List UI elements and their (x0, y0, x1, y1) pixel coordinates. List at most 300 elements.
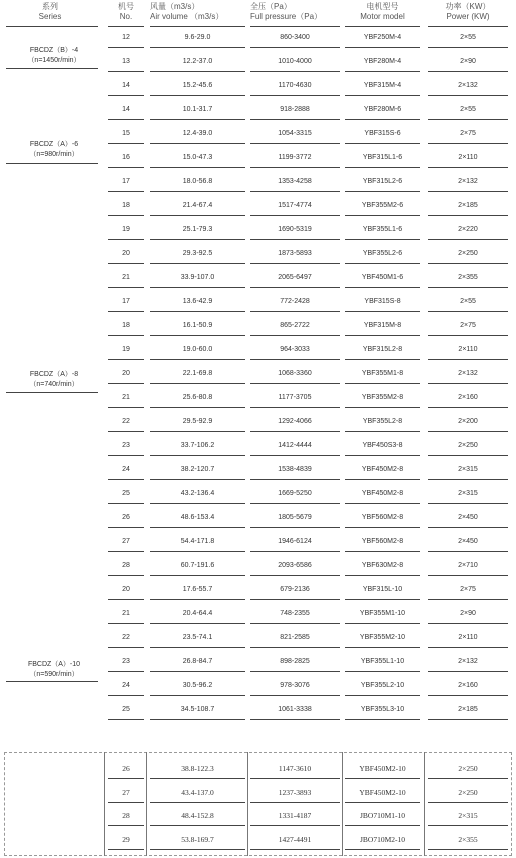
cell-no: 25 (122, 706, 130, 713)
row-rule (150, 527, 245, 528)
row-rule (150, 551, 245, 552)
row-rule (108, 95, 144, 96)
cell-press: 1353-4258 (278, 178, 312, 185)
row-rule (250, 191, 340, 192)
header-air-cn: 风量（m3/s） (150, 2, 200, 11)
cell-air: 15.0-47.3 (182, 154, 213, 161)
cell-no: 21 (122, 610, 130, 617)
cell-power: 2×450 (458, 514, 478, 521)
row-rule (428, 479, 508, 480)
row-rule (250, 71, 340, 72)
group-name: FBCDZ（A）-10 (27, 661, 81, 668)
cell-no: 21 (122, 274, 130, 281)
cell-no: 14 (122, 106, 130, 113)
row-rule (428, 455, 508, 456)
header-rule-pressure (250, 26, 340, 27)
row-rule (108, 167, 144, 168)
cell-press: 1177-3705 (278, 394, 312, 401)
cell-power: 2×185 (458, 202, 478, 209)
cell-power: 2×250 (458, 764, 478, 773)
cell-no: 20 (122, 250, 130, 257)
row-rule (150, 503, 245, 504)
group-name: FBCDZ（A）-6 (29, 141, 79, 148)
row-rule (345, 575, 420, 576)
cell-no: 28 (122, 811, 130, 820)
row-rule (345, 335, 420, 336)
row-rule (345, 383, 420, 384)
row-rule (345, 849, 420, 850)
cell-press: 821-2585 (280, 634, 310, 641)
cell-power: 2×132 (458, 370, 478, 377)
cell-power: 2×315 (458, 490, 478, 497)
row-rule (108, 671, 144, 672)
cell-power: 2×132 (458, 82, 478, 89)
cell-power: 2×160 (458, 394, 478, 401)
cell-air: 15.2-45.6 (182, 82, 213, 89)
cell-motor: YBF450M2-8 (361, 490, 404, 497)
row-rule (428, 47, 508, 48)
cell-press: 918-2888 (280, 106, 310, 113)
row-rule (108, 47, 144, 48)
cell-press: 1054-3315 (278, 130, 312, 137)
cell-motor: YBF250M-4 (363, 34, 402, 41)
cell-power: 2×55 (460, 106, 476, 113)
column-divider (424, 752, 425, 856)
row-rule (150, 671, 245, 672)
row-rule (345, 802, 420, 803)
row-rule (345, 825, 420, 826)
row-rule (108, 455, 144, 456)
header-no (108, 2, 144, 22)
group-label (10, 46, 98, 66)
cell-air: 29.3-92.5 (182, 250, 213, 257)
row-rule (428, 71, 508, 72)
row-rule (150, 287, 245, 288)
row-rule (428, 802, 508, 803)
row-rule (250, 695, 340, 696)
row-rule (250, 802, 340, 803)
cell-no: 29 (122, 834, 130, 844)
header-no-en: No. (119, 12, 133, 21)
cell-no: 19 (122, 346, 130, 353)
row-rule (345, 695, 420, 696)
row-rule (150, 215, 245, 216)
cell-no: 23 (122, 442, 130, 449)
cell-air: 20.4-64.4 (182, 610, 213, 617)
row-rule (428, 575, 508, 576)
row-rule (150, 335, 245, 336)
row-rule (250, 47, 340, 48)
row-rule (345, 503, 420, 504)
group-rule (6, 163, 98, 164)
row-rule (250, 479, 340, 480)
cell-press: 2065-6497 (278, 274, 312, 281)
cell-air: 43.2-136.4 (180, 490, 215, 497)
cell-press: 1412-4444 (278, 442, 312, 449)
row-rule (150, 47, 245, 48)
row-rule (250, 287, 340, 288)
cell-no: 15 (122, 130, 130, 137)
header-motor (345, 2, 420, 22)
group-speed: （n=1450r/min） (27, 57, 81, 64)
cell-no: 25 (122, 490, 130, 497)
row-rule (150, 119, 245, 120)
cell-air: 19.0-60.0 (182, 346, 213, 353)
row-rule (250, 95, 340, 96)
cell-motor: YBF315S-8 (364, 298, 401, 305)
header-pressure-en: Full pressure（Pa） (250, 12, 323, 21)
cell-no: 13 (122, 58, 130, 65)
cell-air: 54.4-171.8 (180, 538, 215, 545)
cell-press: 1805-5679 (278, 514, 312, 521)
cell-air: 18.0-56.8 (182, 178, 213, 185)
cell-motor: YBF315S-6 (364, 130, 401, 137)
cell-press: 1237-3893 (278, 787, 312, 797)
row-rule (345, 191, 420, 192)
cell-power: 2×110 (458, 634, 478, 641)
row-rule (108, 71, 144, 72)
row-rule (250, 647, 340, 648)
cell-press: 772-2428 (280, 298, 310, 305)
cell-motor: JBO710M2-10 (359, 834, 405, 844)
cell-press: 1427-4491 (278, 834, 312, 844)
row-rule (250, 335, 340, 336)
row-rule (345, 119, 420, 120)
row-rule (250, 778, 340, 779)
cell-power: 2×55 (460, 298, 476, 305)
row-rule (108, 719, 144, 720)
row-rule (150, 599, 245, 600)
row-rule (428, 671, 508, 672)
row-rule (345, 407, 420, 408)
cell-motor: YBF450M2-10 (359, 787, 406, 797)
row-rule (428, 215, 508, 216)
row-rule (345, 167, 420, 168)
cell-no: 22 (122, 634, 130, 641)
cell-power: 2×110 (458, 154, 478, 161)
row-rule (250, 671, 340, 672)
row-rule (150, 623, 245, 624)
cell-no: 23 (122, 658, 130, 665)
row-rule (108, 215, 144, 216)
cell-power: 2×90 (460, 58, 476, 65)
row-rule (250, 455, 340, 456)
row-rule (150, 647, 245, 648)
row-rule (345, 215, 420, 216)
header-series-cn: 系列 (42, 2, 58, 11)
row-rule (428, 849, 508, 850)
group-speed: （n=590r/min） (29, 671, 79, 678)
header-motor-en: Motor model (360, 12, 405, 21)
cell-motor: YBF315L2-6 (362, 178, 403, 185)
header-air-en: Air volume （m3/s） (150, 12, 224, 21)
row-rule (428, 95, 508, 96)
row-rule (428, 383, 508, 384)
cell-power: 2×110 (458, 346, 478, 353)
header-power (428, 2, 508, 22)
row-rule (250, 503, 340, 504)
header-no-cn: 机号 (118, 2, 134, 11)
cell-air: 25.6-80.8 (182, 394, 213, 401)
group-rule (6, 392, 98, 393)
row-rule (250, 623, 340, 624)
row-rule (108, 431, 144, 432)
cell-press: 1669-5250 (278, 490, 312, 497)
cell-power: 2×90 (460, 610, 476, 617)
row-rule (250, 263, 340, 264)
row-rule (250, 431, 340, 432)
row-rule (108, 119, 144, 120)
row-rule (428, 311, 508, 312)
cell-motor: YBF560M2-8 (361, 538, 404, 545)
row-rule (108, 407, 144, 408)
cell-power: 2×315 (458, 811, 478, 820)
cell-air: 53.8-169.7 (181, 834, 214, 844)
cell-power: 2×200 (458, 418, 478, 425)
row-rule (428, 719, 508, 720)
cell-air: 9.6-29.0 (184, 34, 211, 41)
row-rule (150, 239, 245, 240)
row-rule (345, 623, 420, 624)
row-rule (428, 503, 508, 504)
group-rule (6, 681, 98, 682)
cell-no: 14 (122, 82, 130, 89)
cell-press: 1331-4187 (278, 811, 312, 820)
cell-press: 898-2825 (280, 658, 310, 665)
cell-air: 33.7-106.2 (180, 442, 215, 449)
column-divider (146, 752, 147, 856)
cell-no: 20 (122, 586, 130, 593)
header-rule-series (6, 26, 98, 27)
row-rule (345, 47, 420, 48)
row-rule (150, 407, 245, 408)
cell-power: 2×132 (458, 658, 478, 665)
row-rule (150, 695, 245, 696)
cell-motor: JBO710M1-10 (359, 811, 405, 820)
row-rule (345, 143, 420, 144)
cell-press: 1946-6124 (278, 538, 312, 545)
cell-motor: YBF315M-4 (363, 82, 402, 89)
cell-no: 27 (122, 787, 130, 797)
row-rule (345, 599, 420, 600)
row-rule (345, 778, 420, 779)
header-pressure-cn: 全压（Pa） (250, 2, 292, 11)
cell-power: 2×355 (458, 834, 478, 844)
row-rule (428, 623, 508, 624)
group-label (10, 660, 98, 680)
cell-press: 1292-4066 (278, 418, 312, 425)
cell-motor: YBF355L1-10 (360, 658, 405, 665)
cell-press: 1538-4839 (278, 466, 312, 473)
cell-motor: YBF355M2-6 (361, 202, 404, 209)
row-rule (345, 359, 420, 360)
cell-motor: YBF355M1-8 (361, 370, 404, 377)
row-rule (250, 119, 340, 120)
row-rule (108, 623, 144, 624)
row-rule (108, 778, 144, 779)
cell-press: 964-3033 (280, 346, 310, 353)
cell-air: 38.2-120.7 (180, 466, 215, 473)
cell-power: 2×250 (458, 250, 478, 257)
cell-press: 978-3076 (280, 682, 310, 689)
row-rule (250, 719, 340, 720)
cell-air: 22.1-69.8 (182, 370, 213, 377)
row-rule (108, 311, 144, 312)
cell-press: 1061-3338 (278, 706, 312, 713)
group-label (10, 140, 98, 160)
cell-no: 24 (122, 682, 130, 689)
cell-power: 2×355 (458, 274, 478, 281)
row-rule (108, 479, 144, 480)
cell-press: 1068-3360 (278, 370, 312, 377)
cell-air: 26.8-84.7 (182, 658, 213, 665)
row-rule (108, 503, 144, 504)
cell-motor: YBF355L2-10 (360, 682, 405, 689)
row-rule (250, 359, 340, 360)
cell-no: 17 (122, 178, 130, 185)
column-divider (104, 752, 105, 856)
row-rule (250, 825, 340, 826)
header-air (150, 2, 245, 22)
row-rule (150, 575, 245, 576)
header-motor-cn: 电机型号 (366, 2, 399, 11)
row-rule (150, 143, 245, 144)
cell-motor: YBF355L3-10 (360, 706, 405, 713)
row-rule (345, 431, 420, 432)
cell-air: 12.4-39.0 (182, 130, 213, 137)
row-rule (108, 143, 144, 144)
cell-air: 48.4-152.8 (181, 811, 214, 820)
group-rule (6, 68, 98, 69)
header-power-en: Power (KW) (446, 12, 490, 21)
cell-motor: YBF315L-10 (362, 586, 403, 593)
row-rule (108, 647, 144, 648)
row-rule (150, 849, 245, 850)
cell-no: 28 (122, 562, 130, 569)
cell-press: 1199-3772 (278, 154, 312, 161)
row-rule (345, 95, 420, 96)
row-rule (428, 431, 508, 432)
cell-power: 2×250 (458, 442, 478, 449)
cell-no: 18 (122, 202, 130, 209)
row-rule (150, 455, 245, 456)
row-rule (108, 825, 144, 826)
cell-air: 21.4-67.4 (182, 202, 213, 209)
row-rule (428, 287, 508, 288)
cell-no: 22 (122, 418, 130, 425)
row-rule (250, 551, 340, 552)
row-rule (108, 575, 144, 576)
cell-air: 29.5-92.9 (182, 418, 213, 425)
cell-motor: YBF355L2-6 (362, 250, 403, 257)
row-rule (428, 527, 508, 528)
cell-no: 16 (122, 154, 130, 161)
cell-motor: YBF315M-8 (363, 322, 402, 329)
row-rule (108, 551, 144, 552)
row-rule (150, 479, 245, 480)
row-rule (345, 719, 420, 720)
cell-power: 2×132 (458, 178, 478, 185)
cell-air: 16.1-50.9 (182, 322, 213, 329)
cell-power: 2×220 (458, 226, 478, 233)
cell-press: 1873-5893 (278, 250, 312, 257)
cell-motor: YBF315L2-8 (362, 346, 403, 353)
header-rule-power (428, 26, 508, 27)
row-rule (150, 825, 245, 826)
cell-air: 34.5-108.7 (180, 706, 215, 713)
cell-power: 2×55 (460, 34, 476, 41)
cell-motor: YBF560M2-8 (361, 514, 404, 521)
row-rule (428, 167, 508, 168)
row-rule (345, 479, 420, 480)
cell-no: 20 (122, 370, 130, 377)
cell-motor: YBF355M1-10 (359, 610, 406, 617)
row-rule (108, 802, 144, 803)
cell-air: 12.2-37.0 (182, 58, 213, 65)
cell-motor: YBF450M2-10 (359, 764, 406, 773)
cell-power: 2×75 (460, 322, 476, 329)
cell-press: 2093-6586 (278, 562, 312, 569)
column-divider (247, 752, 248, 856)
row-rule (428, 335, 508, 336)
row-rule (150, 431, 245, 432)
row-rule (150, 719, 245, 720)
header-series (20, 2, 80, 22)
row-rule (150, 263, 245, 264)
row-rule (428, 551, 508, 552)
row-rule (345, 239, 420, 240)
row-rule (108, 599, 144, 600)
cell-air: 43.4-137.0 (181, 787, 214, 797)
cell-no: 27 (122, 538, 130, 545)
cell-power: 2×710 (458, 562, 478, 569)
cell-air: 10.1-31.7 (182, 106, 213, 113)
group-label (10, 370, 98, 390)
row-rule (345, 311, 420, 312)
cell-power: 2×450 (458, 538, 478, 545)
cell-no: 18 (122, 322, 130, 329)
cell-air: 30.5-96.2 (182, 682, 213, 689)
row-rule (108, 335, 144, 336)
row-rule (345, 455, 420, 456)
row-rule (150, 191, 245, 192)
cell-power: 2×160 (458, 682, 478, 689)
cell-motor: YBF280M-4 (363, 58, 402, 65)
row-rule (428, 695, 508, 696)
column-divider (342, 752, 343, 856)
row-rule (250, 167, 340, 168)
cell-press: 1170-4630 (278, 82, 312, 89)
cell-motor: YBF355L2-8 (362, 418, 403, 425)
cell-air: 13.6-42.9 (182, 298, 213, 305)
row-rule (345, 287, 420, 288)
row-rule (345, 263, 420, 264)
cell-power: 2×250 (458, 787, 478, 797)
cell-press: 1690-5319 (278, 226, 312, 233)
row-rule (250, 311, 340, 312)
header-series-en: Series (38, 12, 62, 21)
row-rule (428, 599, 508, 600)
cell-no: 26 (122, 764, 130, 773)
header-pressure (250, 2, 340, 22)
cell-no: 19 (122, 226, 130, 233)
header-rule-no (108, 26, 144, 27)
cell-power: 2×185 (458, 706, 478, 713)
row-rule (108, 359, 144, 360)
cell-no: 26 (122, 514, 130, 521)
row-rule (108, 383, 144, 384)
cell-press: 1147-3610 (278, 764, 312, 773)
